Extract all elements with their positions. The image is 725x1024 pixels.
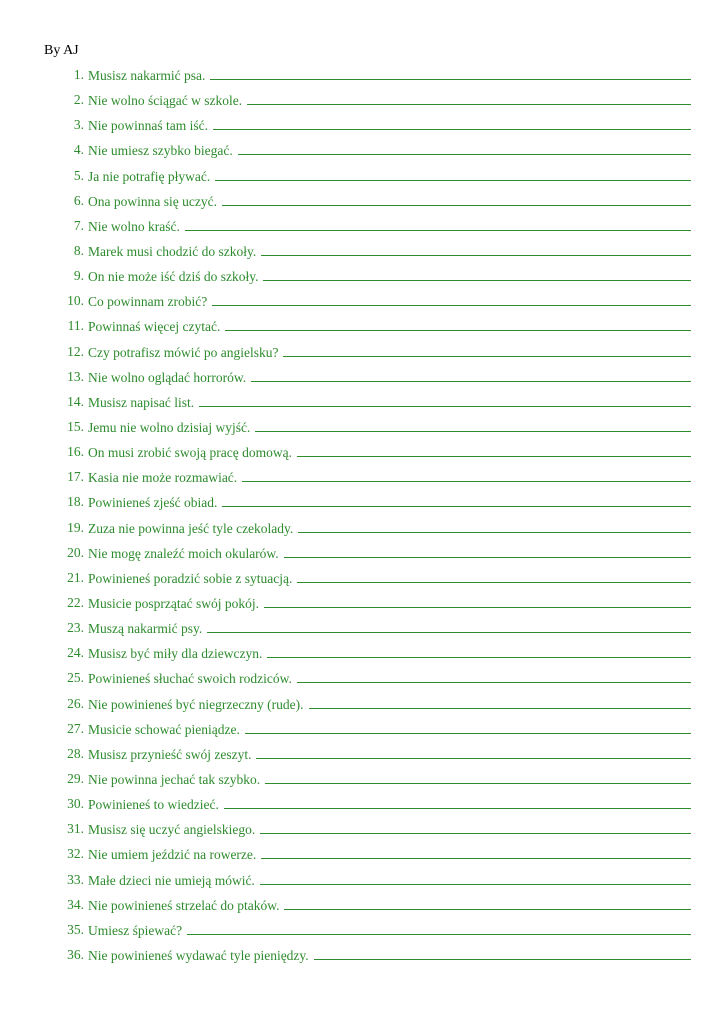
list-item <box>0 918 725 943</box>
item-row <box>88 519 691 538</box>
item-row <box>88 644 691 663</box>
answer-line[interactable] <box>284 896 691 910</box>
list-item <box>0 566 725 591</box>
list-item <box>0 340 725 365</box>
item-number: 30. <box>67 796 84 812</box>
answer-line[interactable] <box>283 343 691 357</box>
answer-line[interactable] <box>238 141 691 155</box>
item-sentence: Nie umiem jeździć na rowerze. <box>88 847 257 863</box>
list-item <box>0 88 725 113</box>
answer-line[interactable] <box>213 116 691 130</box>
answer-line[interactable] <box>224 795 691 809</box>
item-sentence: Powinieneś zjeść obiad. <box>88 495 218 511</box>
author-label: By AJ <box>44 43 79 58</box>
answer-line[interactable] <box>297 669 691 683</box>
item-number: 28. <box>67 745 84 761</box>
list-item <box>0 164 725 189</box>
list-item <box>0 314 725 339</box>
item-number: 9. <box>73 268 84 284</box>
item-number: 29. <box>67 770 84 786</box>
list-item <box>0 792 725 817</box>
list-item <box>0 541 725 566</box>
item-row <box>88 871 691 890</box>
list-item <box>0 742 725 767</box>
item-row <box>88 594 691 613</box>
list-item <box>0 692 725 717</box>
item-number: 18. <box>67 494 84 510</box>
list-item <box>0 490 725 515</box>
item-number: 31. <box>67 821 84 837</box>
item-sentence: Musisz nakarmić psa. <box>88 68 206 83</box>
item-row <box>88 443 691 462</box>
item-number: 5. <box>73 167 84 183</box>
answer-line[interactable] <box>309 695 691 709</box>
list-item <box>0 415 725 440</box>
item-number: 20. <box>67 544 84 560</box>
answer-line[interactable] <box>267 644 691 658</box>
item-row <box>88 343 691 362</box>
answer-line[interactable] <box>251 368 691 382</box>
answer-line[interactable] <box>260 820 691 834</box>
list-item <box>0 516 725 541</box>
item-number: 33. <box>67 871 84 887</box>
list-item <box>0 641 725 666</box>
item-sentence: Nie wolno oglądać horrorów. <box>88 369 247 385</box>
item-row <box>88 745 691 764</box>
item-row <box>88 242 691 261</box>
list-item <box>0 817 725 842</box>
list-item <box>0 616 725 641</box>
answer-line[interactable] <box>242 468 691 482</box>
list-item <box>0 591 725 616</box>
item-number: 27. <box>67 720 84 736</box>
item-number: 6. <box>73 192 84 208</box>
item-sentence: Powinieneś to wiedzieć. <box>88 797 219 813</box>
item-sentence: Muszą nakarmić psy. <box>88 621 203 637</box>
item-number: 1. <box>73 67 84 82</box>
list-item <box>0 189 725 214</box>
item-sentence: Musisz się uczyć angielskiego. <box>88 822 256 838</box>
list-item <box>0 138 725 163</box>
item-row <box>88 167 691 186</box>
item-sentence: Ona powinna się uczyć. <box>88 193 217 209</box>
answer-line[interactable] <box>207 619 691 633</box>
item-sentence: Musicie posprzątać swój pokój. <box>88 595 259 611</box>
item-number: 16. <box>67 444 84 460</box>
item-row <box>88 66 691 85</box>
item-row <box>88 946 691 965</box>
item-sentence: Musisz przynieść swój zeszyt. <box>88 746 252 762</box>
item-sentence: On musi zrobić swoją pracę domową. <box>88 445 292 461</box>
answer-line[interactable] <box>297 569 691 583</box>
item-sentence: Nie powinna jechać tak szybko. <box>88 771 261 787</box>
answer-line[interactable] <box>256 745 691 759</box>
item-row <box>88 569 691 588</box>
answer-line[interactable] <box>185 217 691 231</box>
answer-line[interactable] <box>263 267 691 281</box>
item-row <box>88 770 691 789</box>
list-item <box>0 239 725 264</box>
item-sentence: Musisz napisać list. <box>88 394 195 410</box>
list-item <box>0 365 725 390</box>
item-sentence: Ja nie potrafię pływać. <box>88 168 211 184</box>
list-item <box>0 842 725 867</box>
item-sentence: Marek musi chodzić do szkoły. <box>88 243 257 259</box>
item-sentence: Nie wolno kraść. <box>88 218 180 234</box>
item-row <box>88 418 691 437</box>
item-number: 17. <box>67 469 84 485</box>
item-row <box>88 795 691 814</box>
list-item <box>0 868 725 893</box>
answer-line[interactable] <box>222 493 691 507</box>
item-number: 8. <box>73 242 84 258</box>
item-number: 11. <box>67 318 84 334</box>
list-item <box>0 214 725 239</box>
item-number: 26. <box>67 695 84 711</box>
answer-line[interactable] <box>187 921 691 935</box>
item-number: 19. <box>67 519 84 535</box>
item-sentence: Nie umiesz szybko biegać. <box>88 143 233 159</box>
list-item <box>0 440 725 465</box>
answer-line[interactable] <box>199 393 691 407</box>
list-item <box>0 943 725 968</box>
item-number: 32. <box>67 846 84 862</box>
item-sentence: Powinieneś słuchać swoich rodziców. <box>88 671 292 687</box>
item-sentence: Czy potrafisz mówić po angielsku? <box>88 344 279 360</box>
list-item <box>0 893 725 918</box>
item-sentence: Powinnaś więcej czytać. <box>88 319 221 335</box>
item-row <box>88 619 691 638</box>
answer-line[interactable] <box>298 519 691 533</box>
item-number: 3. <box>73 117 84 133</box>
item-row <box>88 720 691 739</box>
list-item <box>0 666 725 691</box>
list-item <box>0 289 725 314</box>
item-row <box>88 845 691 864</box>
item-number: 25. <box>67 670 84 686</box>
item-row <box>88 896 691 915</box>
answer-line[interactable] <box>215 167 691 181</box>
item-row <box>88 267 691 286</box>
list-item <box>0 767 725 792</box>
answer-line[interactable] <box>245 720 691 734</box>
answer-line[interactable] <box>225 317 691 331</box>
item-sentence: Kasia nie może rozmawiać. <box>88 470 238 486</box>
item-row <box>88 292 691 311</box>
item-row <box>88 695 691 714</box>
item-sentence: Jemu nie wolno dzisiaj wyjść. <box>88 419 251 435</box>
item-number: 14. <box>67 393 84 409</box>
answer-line[interactable] <box>210 66 691 80</box>
item-sentence: Musicie schować pieniądze. <box>88 721 240 737</box>
item-number: 15. <box>67 418 84 434</box>
item-row <box>88 493 691 512</box>
item-number: 34. <box>67 896 84 912</box>
list-item <box>0 390 725 415</box>
item-row <box>88 921 691 940</box>
item-number: 36. <box>67 946 84 962</box>
item-sentence: Powinieneś poradzić sobie z sytuacją. <box>88 570 293 586</box>
item-sentence: Co powinnam zrobić? <box>88 294 208 310</box>
list-item <box>0 717 725 742</box>
item-sentence: Nie powinnaś tam iść. <box>88 118 208 134</box>
answer-line[interactable] <box>222 192 691 206</box>
item-row <box>88 91 691 110</box>
item-sentence: Musisz być miły dla dziewczyn. <box>88 646 263 662</box>
list-item <box>0 63 725 88</box>
item-number: 24. <box>67 645 84 661</box>
item-sentence: Nie mogę znaleźć moich okularów. <box>88 545 279 561</box>
item-sentence: Umiesz śpiewać? <box>88 922 183 938</box>
item-number: 12. <box>67 343 84 359</box>
item-sentence: Małe dzieci nie umieją mówić. <box>88 872 255 888</box>
item-row <box>88 141 691 160</box>
item-number: 22. <box>67 594 84 610</box>
item-number: 21. <box>67 569 84 585</box>
item-row <box>88 368 691 387</box>
answer-line[interactable] <box>255 418 691 432</box>
item-sentence: Nie wolno ściągać w szkole. <box>88 93 243 109</box>
item-number: 7. <box>73 217 84 233</box>
item-sentence: On nie może iść dziś do szkoły. <box>88 269 259 285</box>
item-sentence: Zuza nie powinna jeść tyle czekolady. <box>88 520 294 536</box>
list-item <box>0 264 725 289</box>
item-number: 23. <box>67 620 84 636</box>
item-row <box>88 116 691 135</box>
answer-line[interactable] <box>261 845 691 859</box>
answer-line[interactable] <box>247 91 691 105</box>
list-item <box>0 465 725 490</box>
item-row <box>88 217 691 236</box>
answer-line[interactable] <box>212 292 691 306</box>
answer-line[interactable] <box>264 594 691 608</box>
answer-line[interactable] <box>314 946 691 960</box>
answer-line[interactable] <box>261 242 691 256</box>
item-row <box>88 669 691 688</box>
item-number: 13. <box>67 368 84 384</box>
item-row <box>88 192 691 211</box>
item-number: 2. <box>73 92 84 108</box>
item-row <box>88 468 691 487</box>
item-sentence: Nie powinieneś strzelać do ptaków. <box>88 897 280 913</box>
item-number: 10. <box>67 293 84 309</box>
item-row <box>88 820 691 839</box>
exercise-list <box>0 63 725 968</box>
item-row <box>88 393 691 412</box>
item-row <box>88 317 691 336</box>
answer-line[interactable] <box>265 770 691 784</box>
item-number: 4. <box>73 142 84 158</box>
item-sentence: Nie powinieneś wydawać tyle pieniędzy. <box>88 947 309 963</box>
answer-line[interactable] <box>297 443 691 457</box>
item-number: 35. <box>67 921 84 937</box>
list-item <box>0 113 725 138</box>
item-sentence: Nie powinieneś być niegrzeczny (rude). <box>88 696 304 712</box>
answer-line[interactable] <box>260 871 691 885</box>
item-row <box>88 544 691 563</box>
answer-line[interactable] <box>284 544 691 558</box>
